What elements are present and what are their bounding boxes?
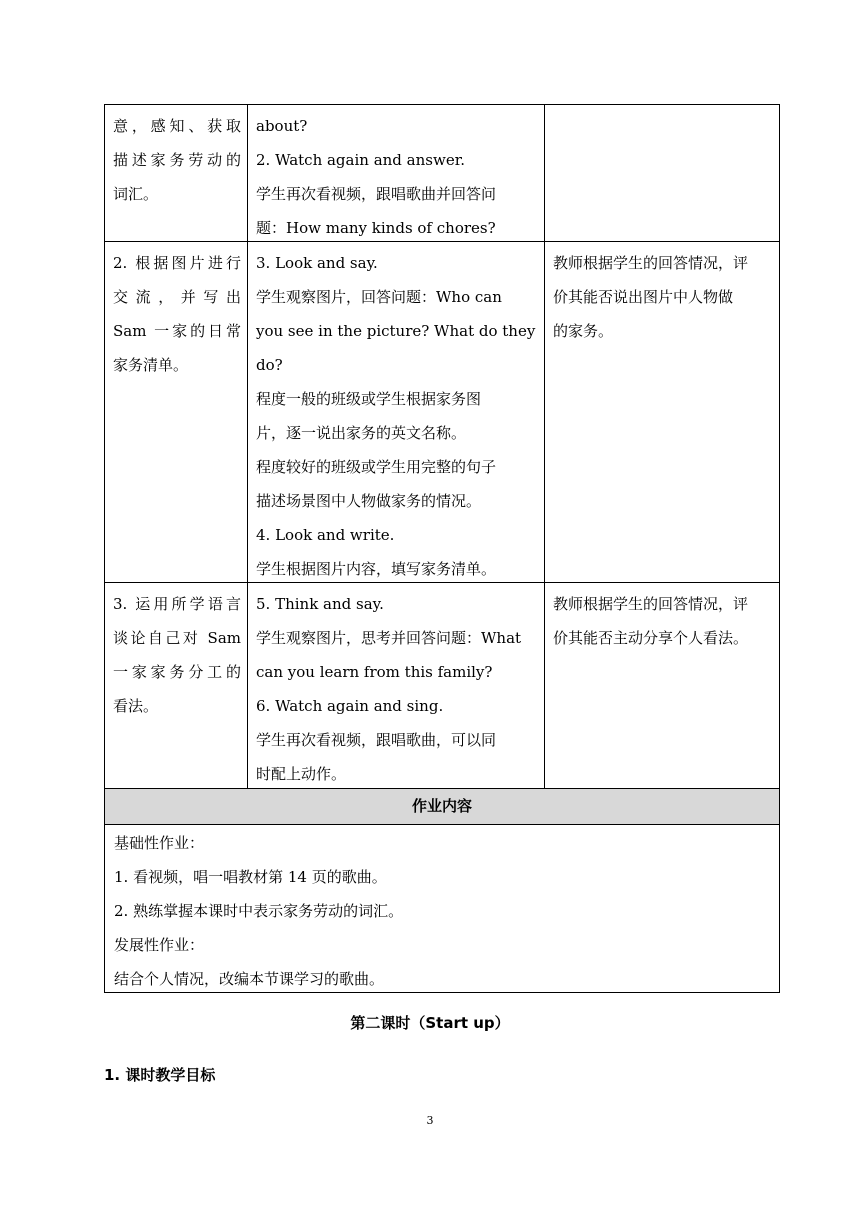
assessment-cell xyxy=(545,242,779,582)
cell-line: 2. 根据图片进行 xyxy=(113,254,241,272)
cell-line: 描述家务劳动的 xyxy=(113,151,241,169)
activity-cell xyxy=(248,242,545,582)
assessment-cell xyxy=(545,583,779,788)
cell-line: 3. 运用所学语言 xyxy=(113,595,241,613)
table-row xyxy=(104,104,780,242)
cell-line: 6. Watch again and sing. xyxy=(256,697,444,715)
subsection-title: 1. 课时教学目标 xyxy=(104,1066,216,1084)
cell-line: you see in the picture? What do they xyxy=(256,322,536,340)
cell-line: Sam 一家的日常 xyxy=(113,322,241,340)
cell-line: 学生再次看视频，跟唱歌曲并回答问 xyxy=(256,185,497,203)
cell-line: 一家家务分工的 xyxy=(113,663,241,681)
lesson-plan-table xyxy=(104,104,780,993)
cell-line: 谈论自己对 Sam xyxy=(113,629,241,647)
cell-line: 程度一般的班级或学生根据家务图 xyxy=(256,390,482,408)
cell-line: 学生再次看视频，跟唱歌曲，可以同 xyxy=(256,731,497,749)
activity-cell xyxy=(248,583,545,788)
cell-line: 词汇。 xyxy=(113,185,159,203)
page-number: 3 xyxy=(426,1114,434,1127)
objective-cell xyxy=(105,583,248,788)
cell-line: 程度较好的班级或学生用完整的句子 xyxy=(256,458,497,476)
cell-line: 时配上动作。 xyxy=(256,765,347,783)
cell-line: 学生观察图片，回答问题：Who can xyxy=(256,288,502,306)
cell-line: 看法。 xyxy=(113,697,159,715)
cell-line: 教师根据学生的回答情况，评 xyxy=(553,595,749,613)
cell-line: 片，逐一说出家务的英文名称。 xyxy=(256,424,467,442)
cell-line: 学生根据图片内容，填写家务清单。 xyxy=(256,560,497,578)
cell-line: 交 流 ， 并 写 出 xyxy=(113,288,241,306)
objective-cell xyxy=(105,242,248,582)
cell-line: 4. Look and write. xyxy=(256,526,395,544)
cell-line: 价其能否主动分享个人看法。 xyxy=(553,629,749,647)
cell-line: do? xyxy=(256,356,283,374)
homework-content xyxy=(104,825,780,993)
cell-line: about? xyxy=(256,117,308,135)
cell-line: 价其能否说出图片中人物做 xyxy=(553,288,734,306)
homework-line: 发展性作业： xyxy=(114,936,205,954)
objective-cell xyxy=(105,105,248,241)
homework-line: 结合个人情况，改编本节课学习的歌曲。 xyxy=(114,970,385,988)
cell-line: 家务清单。 xyxy=(113,356,189,374)
homework-line: 基础性作业： xyxy=(114,834,205,852)
cell-line: 教师根据学生的回答情况，评 xyxy=(553,254,749,272)
cell-line: 2. Watch again and answer. xyxy=(256,151,465,169)
cell-line: 描述场景图中人物做家务的情况。 xyxy=(256,492,482,510)
section-title: 第二课时（Start up） xyxy=(350,1014,510,1032)
cell-line: 题：How many kinds of chores? xyxy=(256,219,496,237)
cell-line: 3. Look and say. xyxy=(256,254,378,272)
cell-line: 意，感知、获取 xyxy=(113,117,241,135)
homework-header: 作业内容 xyxy=(104,789,780,825)
activity-cell xyxy=(248,105,545,241)
table-row xyxy=(104,242,780,583)
homework-line: 1. 看视频，唱一唱教材第 14 页的歌曲。 xyxy=(114,868,387,886)
table-row xyxy=(104,583,780,789)
cell-line: 的家务。 xyxy=(553,322,614,340)
assessment-cell xyxy=(545,105,779,241)
homework-line: 2. 熟练掌握本课时中表示家务劳动的词汇。 xyxy=(114,902,404,920)
cell-line: 5. Think and say. xyxy=(256,595,384,613)
cell-line: 学生观察图片，思考并回答问题：What xyxy=(256,629,522,647)
cell-line: can you learn from this family? xyxy=(256,663,493,681)
